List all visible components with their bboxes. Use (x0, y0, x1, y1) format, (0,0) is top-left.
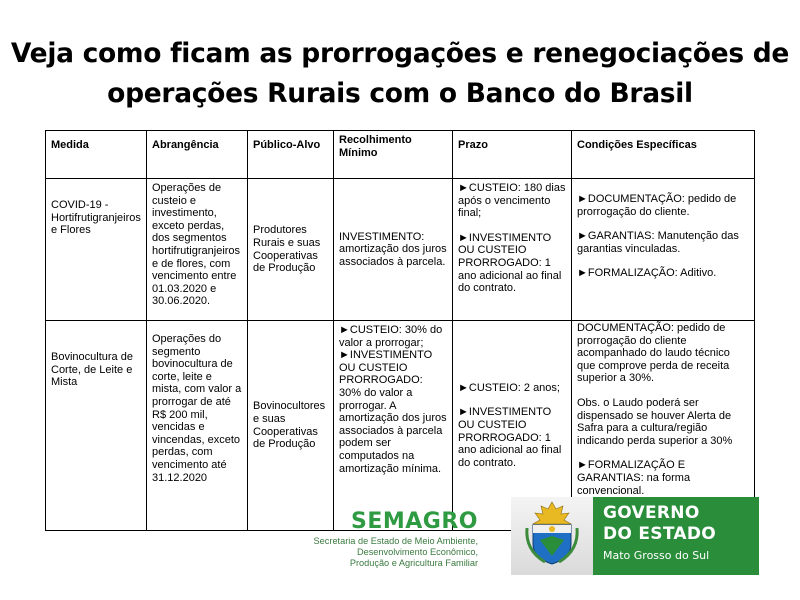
table-row (46, 179, 755, 321)
cell-medida: COVID-19 - Hortifrutigranjeiros e Flores (46, 179, 147, 321)
title-line-2: operações Rurais com o Banco do Brasil (107, 78, 693, 109)
title-line-1: Veja como ficam as prorrogações e renegociações de (10, 38, 790, 69)
cell-publico: Bovinocultores e suas Cooperativas de Produção (248, 321, 334, 531)
governo-line-2: DO ESTADO (603, 524, 717, 544)
cell-recolhimento: INVESTIMENTO: amortização dos juros associados à parcela. (334, 179, 453, 321)
cell-abrangencia: Operações do segmento bovinocultura de corte, leite e mista, com valor a prorrogar de até R$ 200 mil, vencidas e vincendas, exceto perdas, com vencimento até 31.12.2020 (147, 321, 248, 531)
header-abrangencia: Abrangência (147, 131, 248, 179)
cell-prazo: ►CUSTEIO: 180 dias após o vencimento final; ►INVESTIMENTO OU CUSTEIO PRORROGADO: 1 ano adicional ao final do contrato. (453, 179, 572, 321)
cell-prazo: ►CUSTEIO: 2 anos; ►INVESTIMENTO OU CUSTEIO PRORROGADO: 1 ano adicional ao final do contrato. (453, 321, 572, 531)
semagro-logo (308, 509, 478, 569)
header-condicoes: Condições Específicas (572, 131, 755, 179)
measures-table (45, 130, 755, 531)
header-recolhimento: Recolhimento Mínimo (334, 131, 453, 179)
table-header-row (46, 131, 755, 179)
governo-logo (511, 497, 759, 575)
cell-medida: Bovinocultura de Corte, de Leite e Mista (46, 321, 147, 531)
header-medida: Medida (46, 131, 147, 179)
header-publico-alvo: Público-Alvo (248, 131, 334, 179)
state-coat-of-arms-icon (523, 500, 581, 573)
cell-publico: Produtores Rurais e suas Cooperativas de Produção (248, 179, 334, 321)
cell-condicoes: ►DOCUMENTAÇÃO: pedido de prorrogação do cliente. ►GARANTIAS: Manutenção das garantias vinculadas. ►FORMALIZAÇÃO: Aditivo. (572, 179, 755, 321)
cell-recolhimento: ►CUSTEIO: 30% do valor a prorrogar; ►INVESTIMENTO OU CUSTEIO PRORROGADO: 30% do valor a prorrogar. A amortização dos juros associados à parcela podem ser computados na amortização mínima. (334, 321, 453, 531)
cell-condicoes: DOCUMENTAÇÃO: pedido de prorrogação do cliente acompanhado do laudo técnico que comprove perda de receita superior a 30%. Obs. o Laudo poderá ser dispensado se houver Alerta de Safra para a cultura/região indicando perda superior a 30% ►FORMALIZAÇÃO E GARANTIAS: na forma convencional. (572, 321, 755, 531)
cell-abrangencia: Operações de custeio e investimento, exceto perdas, dos segmentos hortifrutigranjeiros e de flores, com vencimento entre 01.03.2020 e 30.06.2020. (147, 179, 248, 321)
footer (0, 495, 800, 600)
governo-line-1: GOVERNO (603, 503, 700, 523)
governo-line-3: Mato Grosso do Sul (603, 549, 710, 562)
header-prazo: Prazo (453, 131, 572, 179)
page-title (0, 34, 800, 114)
semagro-subtitle: Secretaria de Estado de Meio Ambiente, Desenvolvimento Econômico, Produção e Agricultura Familiar (313, 536, 478, 568)
semagro-name: SEMAGRO (351, 509, 478, 534)
